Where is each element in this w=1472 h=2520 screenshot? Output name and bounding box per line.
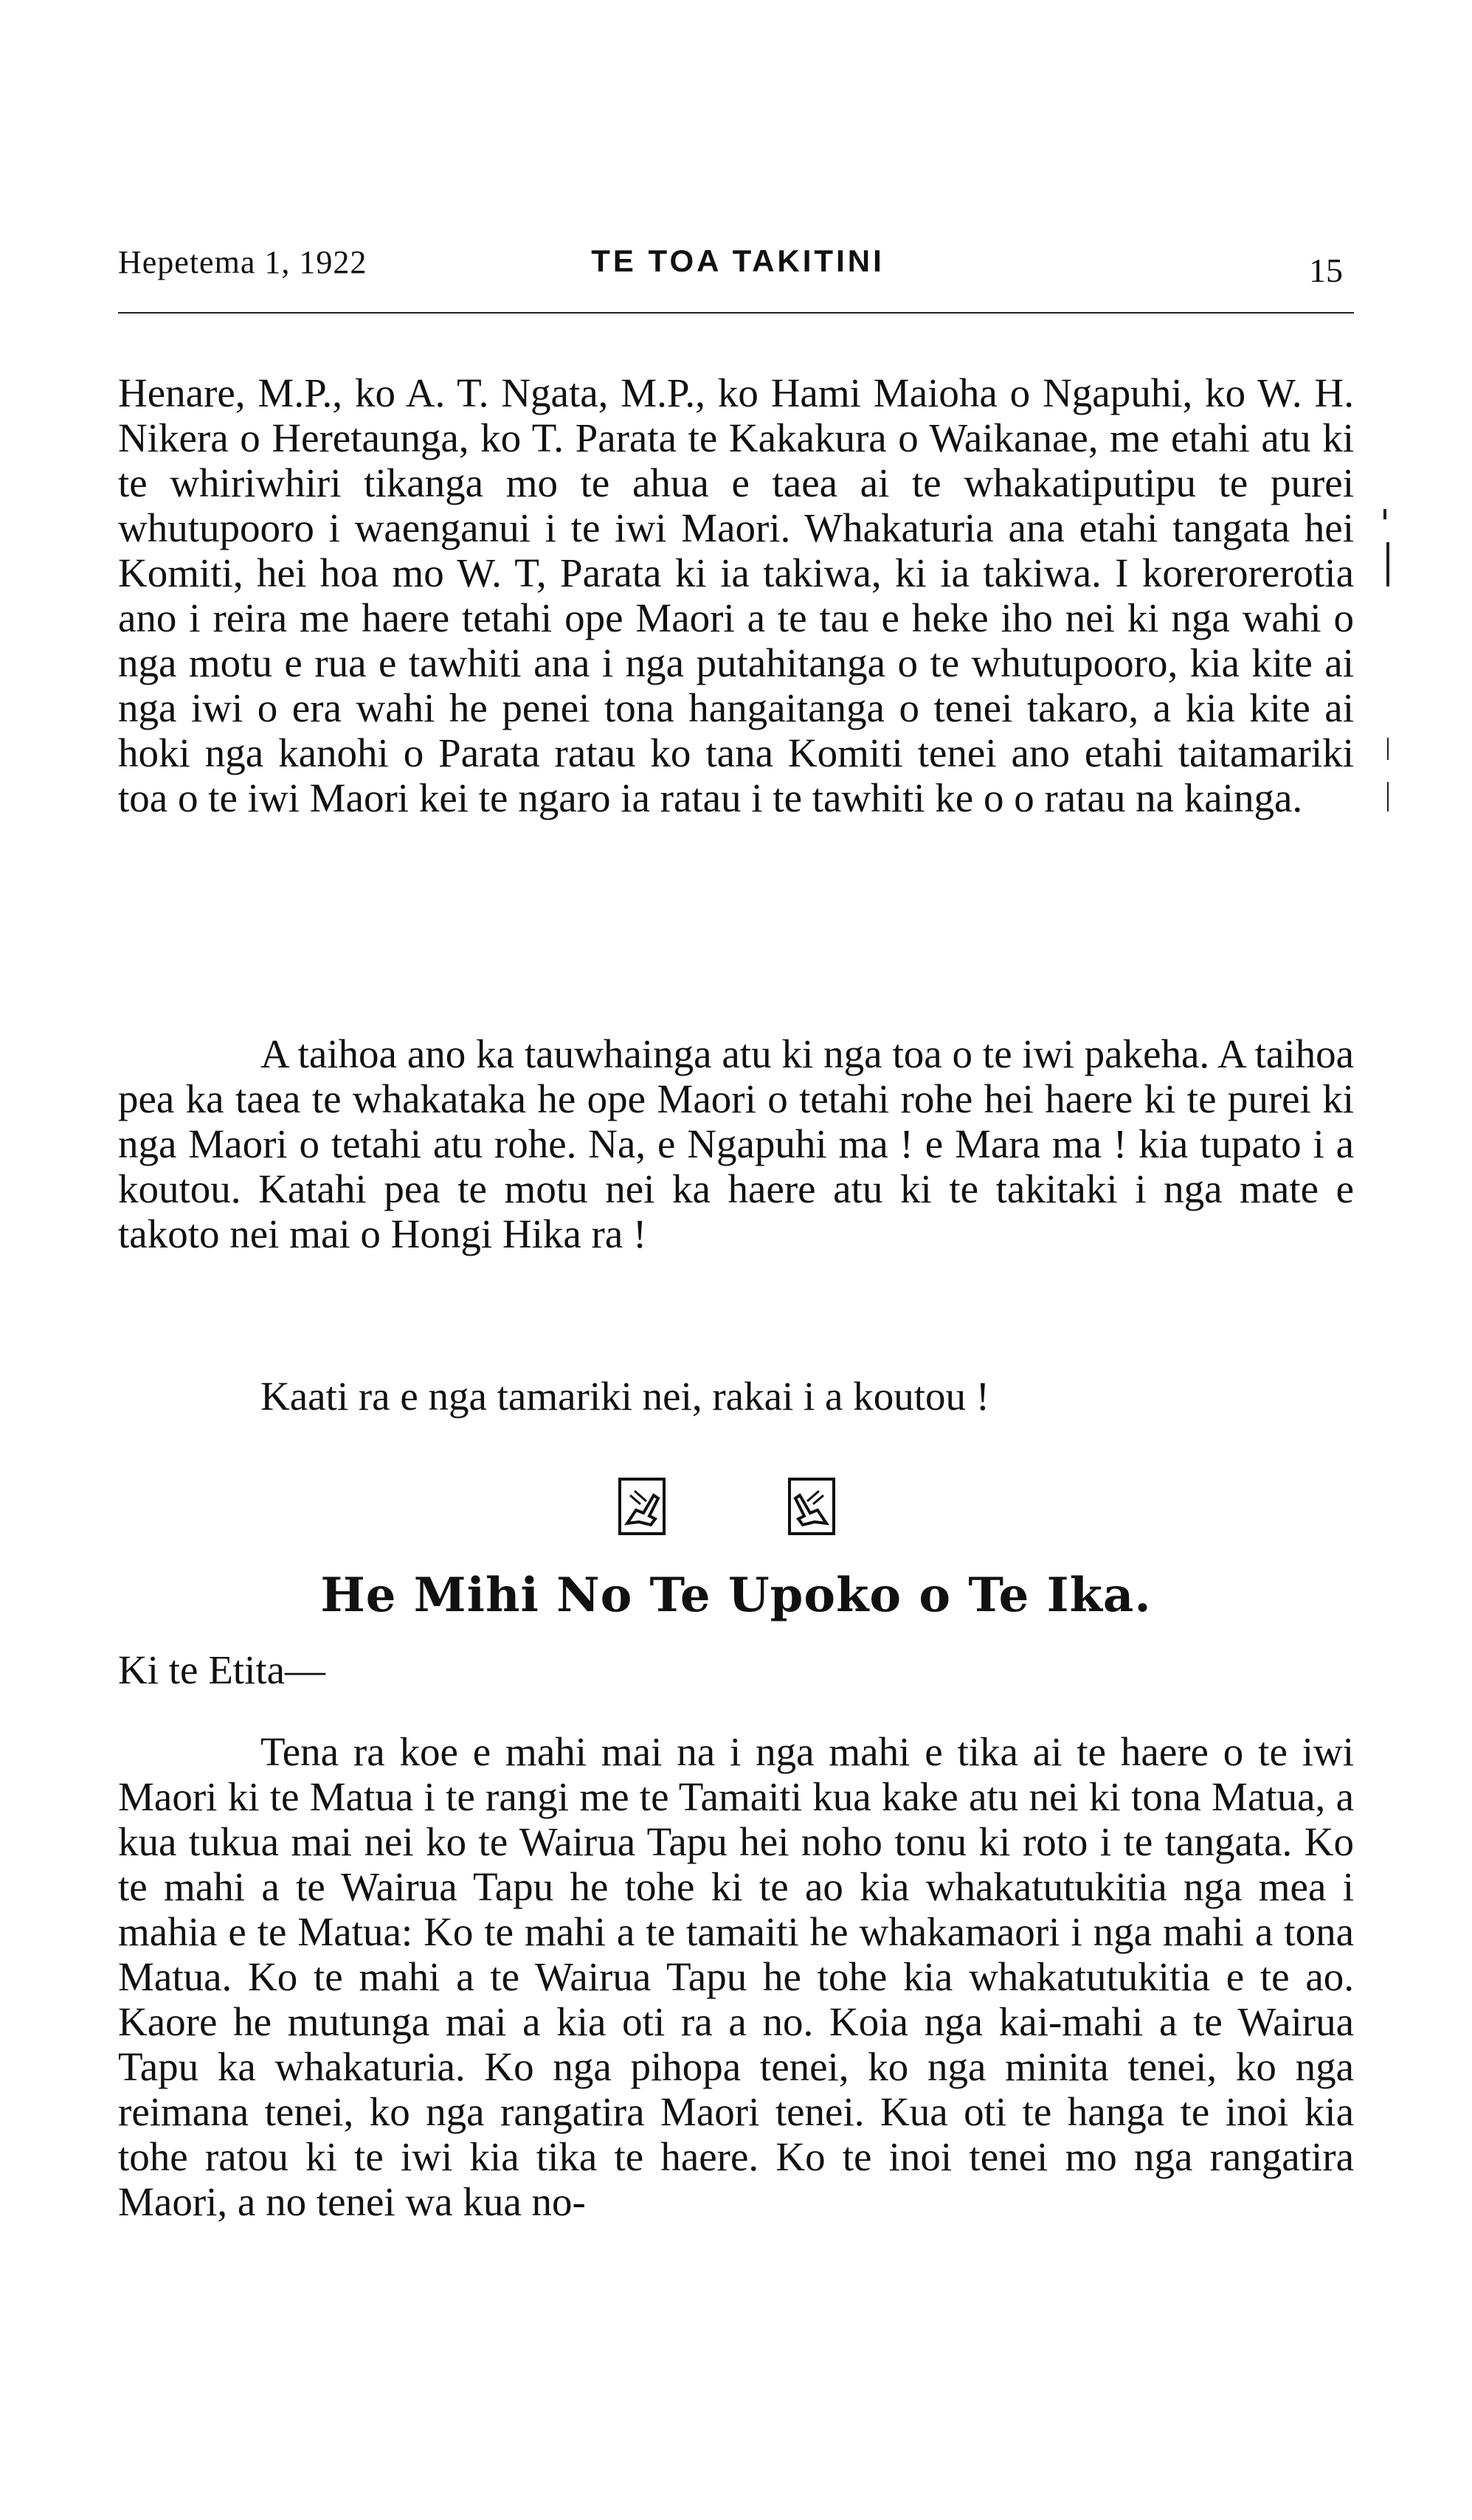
- article-body: Tena ra koe e mahi mai na i nga mahi e tika ai te haere o te iwi Maori ki te Matua i te rangi me te Tamaiti kua kake atu nei ki tona Matua, a kua tukua mai nei ko te Wairua Tapu hei noho tonu ki roto i te tangata. Ko te mahi a te Wairua Tapu he tohe ki te ao kia whakatutukitia nga mea i mahia e te Matua: Ko te mahi a te tamaiti he whakamaori i nga mahi a tona Matua. Ko te mahi a te Wairua Tapu he tohe kia whakatutukitia e te ao. Kaore he mutunga mai a kia oti ra a no. Koia nga kai-mahi a te Wairua Tapu ka whakaturia. Ko nga pihopa tenei, ko nga minita tenei, ko nga reimana tenei, ko nga rangatira Maori tenei. Kua oti te hanga te inoi kia tohe ratou ki te iwi kia tika te haere. Ko te inoi tenei mo nga rangatira Maori, a no tenei wa kua no-: [118, 1729, 1354, 2224]
- publication-title: TE TOA TAKITINI: [591, 243, 885, 278]
- paragraph: A taihoa ano ka tauwhainga atu ki nga toa o te iwi pakeha. A taihoa pea ka taea te whakataka he ope Maori o tetahi rohe hei haere ki te purei ki nga Maori o tetahi atu rohe. Na, e Ngapuhi ma ! e Mara ma ! kia tupato i a koutou. Katahi pea te motu nei ka haere atu ki te takitaki i nga mate e takoto nei mai o Hongi Hika ra !: [118, 1031, 1354, 1256]
- header-rule: [118, 312, 1354, 314]
- paragraph-continued: Henare, M.P., ko A. T. Ngata, M.P., ko Hami Maioha o Ngapuhi, ko W. H. Nikera o Heretaunga, ko T. Parata te Kakakura o Waikanae, me etahi atu ki te whiriwhiri tikanga mo te ahua e taea ai te whakatiputipu te purei whutupooro i waenganui i te iwi Maori. Whakaturia ana etahi tangata hei Komiti, hei hoa mo W. T, Parata ki ia takiwa, ki ia takiwa. I korerorerotia ano i reira me haere tetahi ope Maori a te tau e heke iho nei ki nga wahi o nga motu e rua e tawhiti ana i nga putahitanga o te whutupooro, kia kite ai nga iwi o era wahi he penei tona hangaitanga o tenei takaro, a kia kite ai hoki nga kanohi o Parata ratau ko tana Komiti tenei ano etahi taitamariki toa o te iwi Maori kei te ngaro ia ratau i te tawhiti ke o o ratau na kainga.: [118, 370, 1354, 820]
- margin-speck: [1387, 738, 1389, 760]
- margin-speck: [1387, 782, 1389, 811]
- issue-date: Hepetema 1, 1922: [118, 244, 367, 280]
- page-number: 15: [1309, 252, 1343, 289]
- pointing-hand-right-ornament: [788, 1478, 835, 1535]
- salutation: Ki te Etita—: [118, 1647, 326, 1692]
- margin-speck: [1383, 509, 1386, 519]
- pointing-hand-left-ornament: [618, 1478, 666, 1535]
- article-heading: He Mihi No Te Upoko o Te Ika.: [320, 1568, 1152, 1623]
- running-head: [118, 243, 1358, 288]
- margin-speck: [1386, 542, 1389, 586]
- paragraph-closing: Kaati ra e nga tamariki nei, rakai i a koutou !: [260, 1374, 990, 1419]
- section-ornaments: [618, 1478, 840, 1537]
